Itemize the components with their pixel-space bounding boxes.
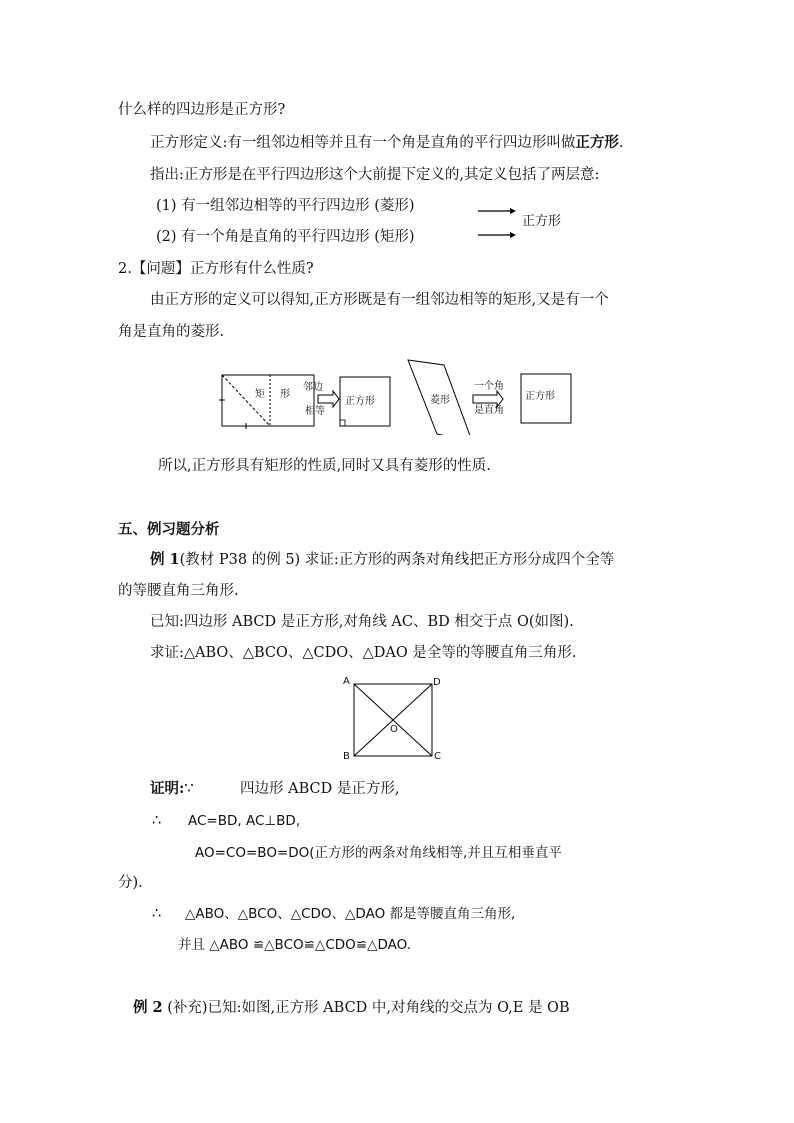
example-1-line-2: 的等腰直角三角形.: [118, 583, 239, 599]
definition-note: 指出:正方形是在平行四边形这个大前提下定义的,其定义包括了两层意:: [150, 167, 600, 183]
question-2-number: 2.: [118, 261, 132, 277]
rhombus-label: 菱形: [430, 395, 450, 406]
arrow-head-2: [510, 232, 516, 238]
question-2-text: 【问题】正方形有什么性质?: [131, 261, 314, 277]
vertex-a-label: A: [343, 676, 350, 687]
definition-end: .: [618, 135, 624, 151]
proof-line-2: AC=BD, AC⊥BD,: [188, 813, 301, 829]
proof-line-4: 分).: [118, 875, 143, 891]
vertex-d-label: D: [433, 677, 441, 688]
condition-item-2: (2) 有一个角是直角的平行四边形 (矩形): [156, 229, 415, 245]
proof-line-1-text: 四边形 ABCD 是正方形,: [240, 781, 400, 797]
therefore-symbol-2: ∴: [152, 906, 162, 922]
square-1-label: 正方形: [345, 396, 375, 407]
example-2-label: 例 2: [133, 999, 163, 1016]
therefore-symbol-1: ∴: [152, 813, 162, 829]
section-5-heading: 五、例习题分析: [118, 521, 220, 538]
arrow-head-1: [510, 208, 516, 214]
prove-line: 求证:△ABO、△BCO、△CDO、△DAO 是全等的等腰直角三角形.: [150, 645, 577, 661]
question-what-is-square: 什么样的四边形是正方形?: [118, 102, 286, 118]
example-1-line-1: [150, 550, 614, 570]
proof-label: 证明:: [150, 780, 185, 797]
because-symbol: ∵: [184, 781, 194, 797]
square-2-label: 正方形: [525, 391, 555, 402]
example-2-line: [133, 998, 570, 1018]
rectangle-shape: [222, 375, 314, 426]
example-2-text: (补充)已知:如图,正方形 ABCD 中,对角线的交点为 O,E 是 OB: [167, 1000, 570, 1016]
vertex-b-label: B: [343, 751, 350, 762]
rectangle-label-1: 矩: [255, 389, 265, 400]
right-angle-mark: [340, 420, 345, 426]
center-o-label: O: [390, 724, 398, 735]
proof-line-1: [150, 779, 194, 799]
arrow-2-label-bottom: 是直角: [474, 405, 504, 416]
question-2: [118, 259, 314, 279]
paragraph-line-1: 由正方形的定义可以得知,正方形既是有一组邻边相等的矩形,又是有一个: [150, 292, 609, 308]
example-1-text: (教材 P38 的例 5) 求证:正方形的两条对角线把正方形分成四个全等: [179, 552, 615, 568]
proof-line-5: △ABO、△BCO、△CDO、△DAO 都是等腰直角三角形,: [185, 906, 516, 922]
definition-term: 正方形: [575, 134, 619, 151]
arrow-1-label-top: 邻边: [303, 382, 323, 393]
arrow-2-label-top: 一个角: [474, 381, 504, 392]
arrow-1-label-bottom: 相等: [305, 406, 325, 417]
vertex-c-label: C: [434, 751, 441, 762]
known-line: 已知:四边形 ABCD 是正方形,对角线 AC、BD 相交于点 O(如图).: [150, 614, 574, 630]
conditions-result: 正方形: [522, 214, 562, 229]
proof-line-3: AO=CO=BO=DO(正方形的两条对角线相等,并且互相垂直平: [195, 845, 562, 861]
example-1-label: 例 1: [150, 551, 180, 568]
conclusion-line: 所以,正方形具有矩形的性质,同时又具有菱形的性质.: [158, 458, 491, 474]
paragraph-line-2: 角是直角的菱形.: [118, 324, 225, 340]
square-definition: [150, 133, 624, 153]
rectangle-label-2: 形: [280, 389, 290, 400]
proof-line-6: 并且 △ABO ≌△BCO≌△CDO≌△DAO.: [178, 937, 411, 953]
condition-item-1: (1) 有一组邻边相等的平行四边形 (菱形): [156, 198, 415, 214]
definition-text: 正方形定义:有一组邻边相等并且有一个角是直角的平行四边形叫做: [150, 135, 576, 151]
